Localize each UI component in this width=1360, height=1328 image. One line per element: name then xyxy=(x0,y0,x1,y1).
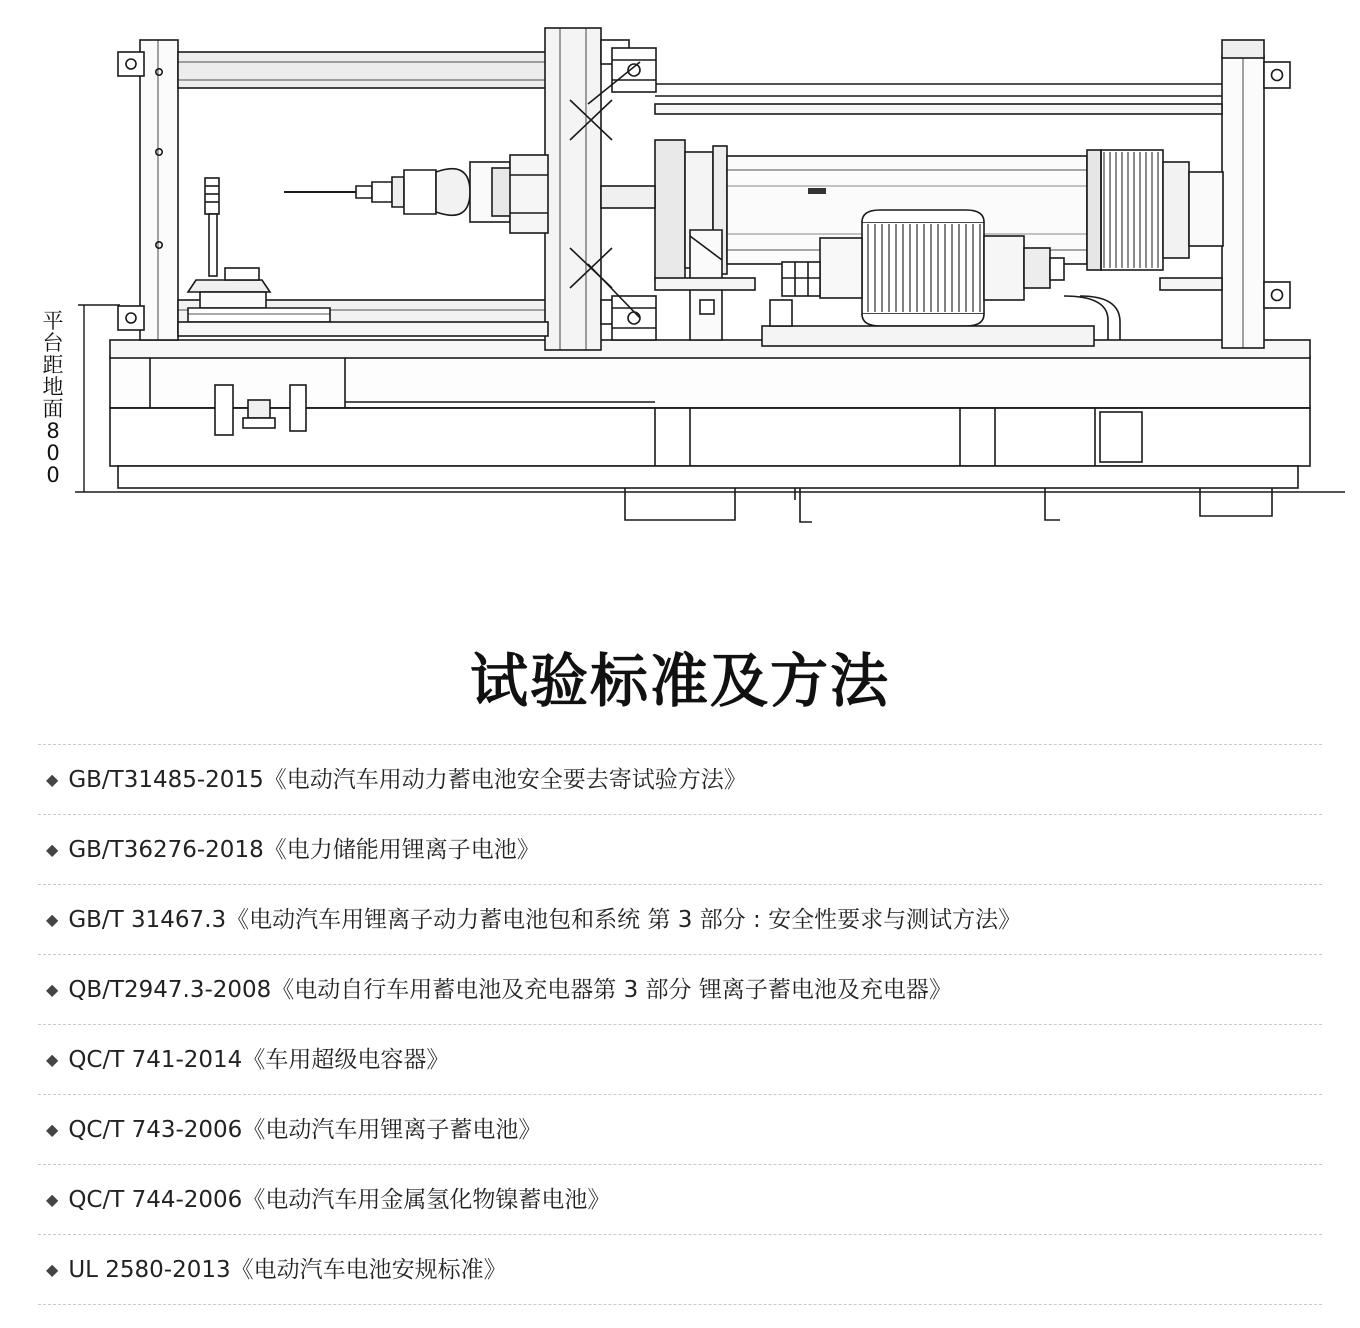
technical-drawing xyxy=(0,0,1360,600)
list-item xyxy=(38,1024,1322,1094)
standard-text: QC/T 743-2006《电动汽车用锂离子蓄电池》 xyxy=(68,1117,542,1144)
standard-text: GB/T31485-2015《电动汽车用动力蓄电池安全要去寄试验方法》 xyxy=(68,767,747,793)
bullet-icon: ◆ xyxy=(46,1120,59,1140)
dimension-label: 平台距地面800 xyxy=(42,309,64,488)
standards-list xyxy=(38,744,1322,1305)
list-item xyxy=(38,744,1322,814)
bullet-icon: ◆ xyxy=(46,840,59,860)
machine-diagram xyxy=(0,0,1360,600)
standard-text: QC/T 744-2006《电动汽车用金属氢化物镍蓄电池》 xyxy=(68,1187,611,1214)
standard-text: GB/T 31467.3《电动汽车用锂离子动力蓄电池包和系统 第 3 部分 : 安全性要求与测试方法》 xyxy=(68,907,1022,934)
standard-text: QC/T 741-2014《车用超级电容器》 xyxy=(68,1047,450,1074)
list-item xyxy=(38,1164,1322,1234)
list-item xyxy=(38,1094,1322,1164)
bullet-icon: ◆ xyxy=(46,770,59,789)
standard-text: GB/T36276-2018《电力储能用锂离子电池》 xyxy=(68,837,540,864)
standard-text: UL 2580-2013《电动汽车电池安规标准》 xyxy=(68,1257,507,1284)
list-item xyxy=(38,1234,1322,1305)
bullet-icon: ◆ xyxy=(46,1190,59,1210)
list-item xyxy=(38,814,1322,884)
bullet-icon: ◆ xyxy=(46,1260,59,1280)
bullet-icon: ◆ xyxy=(46,910,59,930)
list-item xyxy=(38,954,1322,1024)
bullet-icon: ◆ xyxy=(46,980,59,1000)
bullet-icon: ◆ xyxy=(46,1050,59,1070)
standard-text: QB/T2947.3-2008《电动自行车用蓄电池及充电器第 3 部分 锂离子蓄电池及充电器》 xyxy=(68,977,952,1004)
list-item xyxy=(38,884,1322,954)
page-title: 试验标准及方法 xyxy=(469,647,890,715)
